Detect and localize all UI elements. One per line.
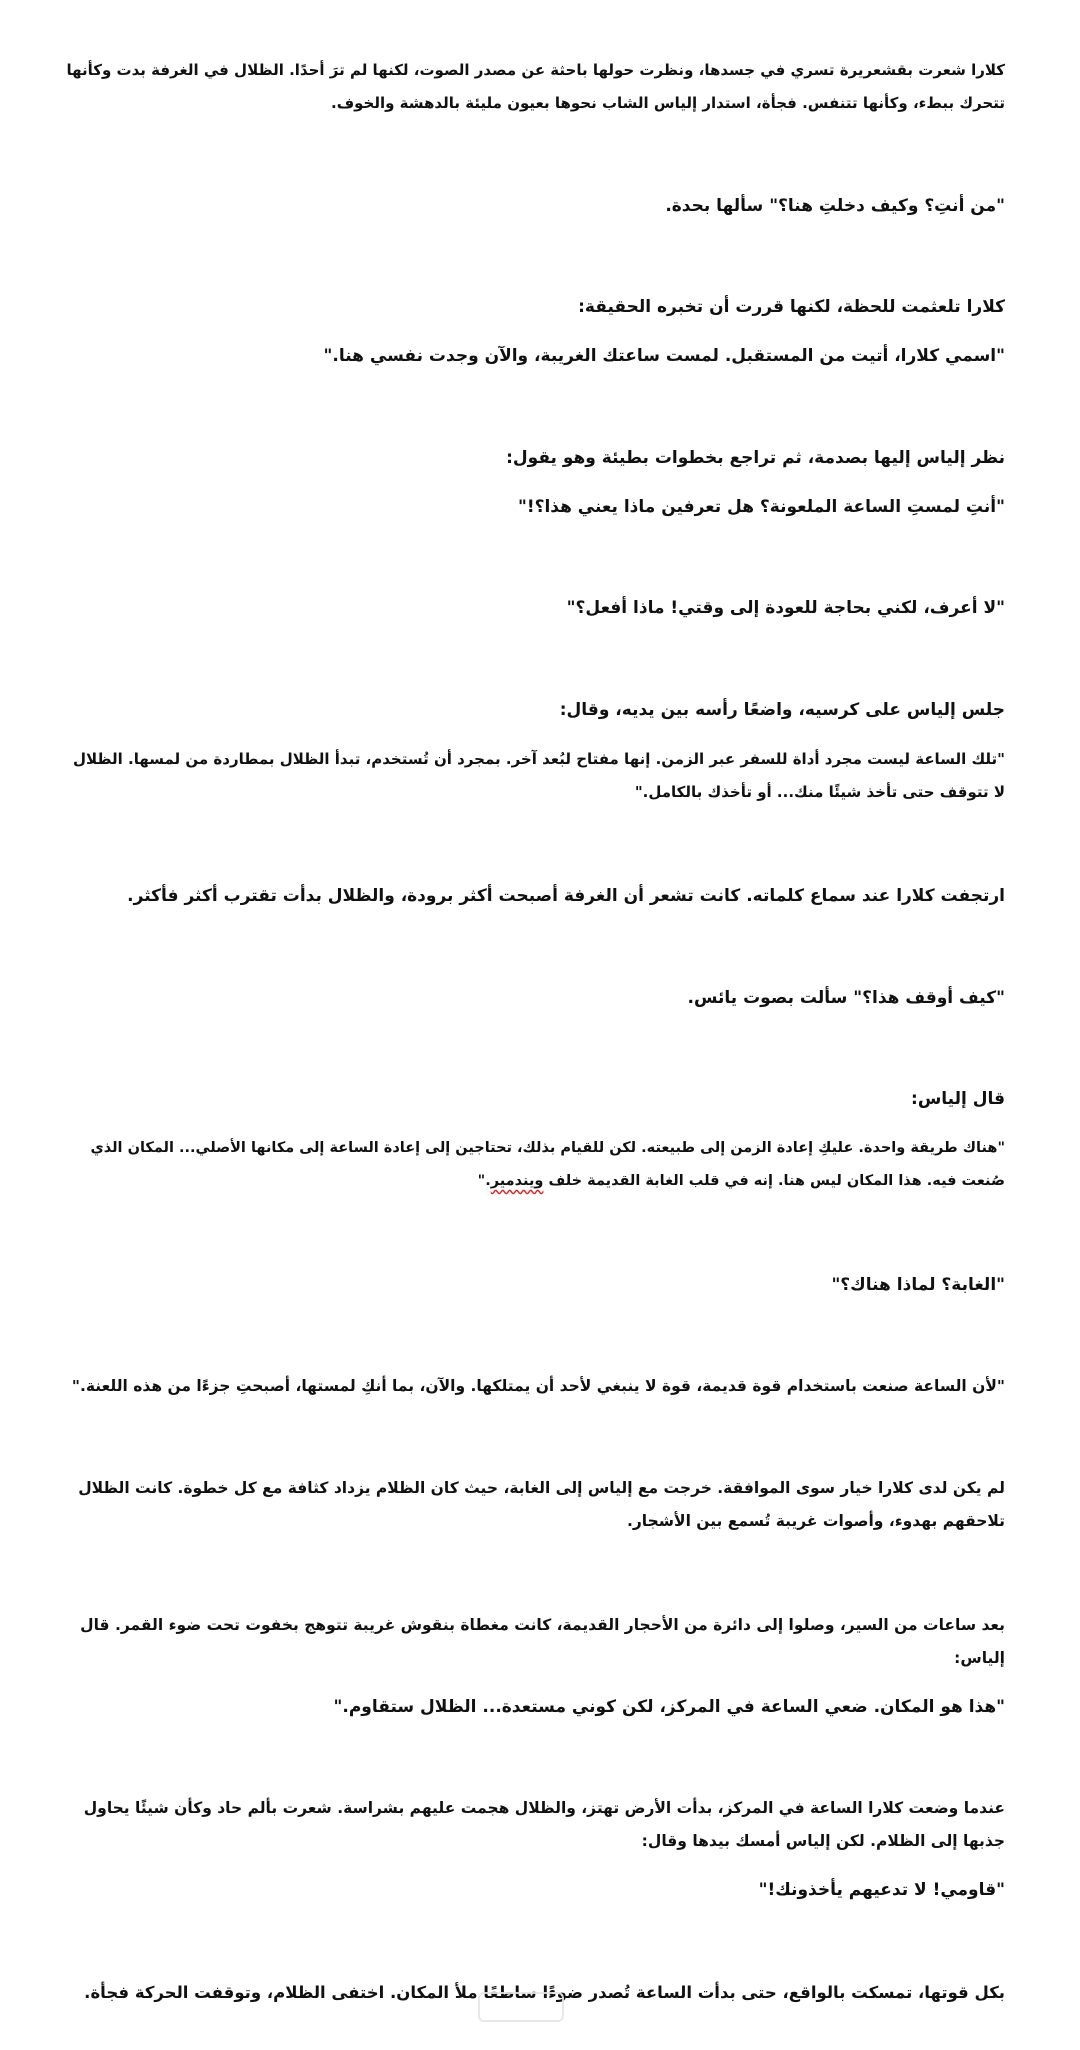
paragraph-16: لم يكن لدى كلارا خيار سوى الموافقة. خرجت مع إلياس إلى الغابة، حيث كان الظلام يزداد كثافة مع كل خطوة. كانت الظلال تلاحقهم بهدوء، وأصوات غريبة تُسمع بين الأشجار. bbox=[78, 1479, 1005, 1530]
watermark-logo bbox=[478, 1992, 564, 2022]
paragraph-11: "كيف أوقف هذا؟" سألت بصوت يائس. bbox=[687, 988, 1005, 1008]
paragraph-6: "أنتِ لمستِ الساعة الملعونة؟ هل تعرفين ماذا يعني هذا؟!" bbox=[517, 497, 1005, 517]
paragraph-9: "تلك الساعة ليست مجرد أداة للسفر عبر الزمن. إنها مفتاح لبُعد آخر. بمجرد أن تُستخدم، تبدأ الظلال بمطاردة من لمسها. الظلال لا تتوقف حتى تأخذ شيئًا منك... أو تأخذك بالكامل." bbox=[72, 750, 1005, 801]
paragraph-5: نظر إلياس إليها بصدمة، ثم تراجع بخطوات بطيئة وهو يقول: bbox=[506, 448, 1005, 468]
paragraph-18: "هذا هو المكان. ضعي الساعة في المركز، لكن كوني مستعدة... الظلال ستقاوم." bbox=[333, 1697, 1005, 1717]
paragraph-17: بعد ساعات من السير، وصلوا إلى دائرة من الأحجار القديمة، كانت مغطاة بنقوش غريبة تتوهج بخفوت تحت ضوء القمر. قال إلياس: bbox=[80, 1616, 1005, 1667]
paragraph-4: "اسمي كلارا، أتيت من المستقبل. لمست ساعتك الغريبة، والآن وجدت نفسي هنا." bbox=[323, 346, 1005, 366]
paragraph-2: "من أنتِ؟ وكيف دخلتِ هنا؟" سألها بحدة. bbox=[665, 196, 1005, 216]
paragraph-20: "قاومي! لا تدعيهم يأخذونك!" bbox=[758, 1880, 1005, 1900]
paragraph-12: قال إلياس: bbox=[911, 1089, 1005, 1109]
paragraph-8: جلس إلياس على كرسيه، واضعًا رأسه بين يديه، وقال: bbox=[559, 700, 1005, 720]
paragraph-21: بكل قوتها، تمسكت بالواقع، حتى بدأت الساعة تُصدر ضوءًا ساطعًا ملأ المكان. اختفى الظلام، وتوقفت الحركة فجأة. bbox=[84, 1983, 1005, 2002]
paragraph-13: "هناك طريقة واحدة. عليكِ إعادة الزمن إلى طبيعته. لكن للقيام بذلك، تحتاجين إلى إعادة الساعة إلى مكانها الأصلي... المكان الذي صُنعت فيه. هذا المكان ليس هنا. إنه في قلب الغابة القديمة خلف ويندمير." bbox=[90, 1140, 1005, 1189]
paragraph-14: "الغابة؟ لماذا هناك؟" bbox=[831, 1275, 1005, 1295]
paragraph-10: ارتجفت كلارا عند سماع كلماته. كانت تشعر أن الغرفة أصبحت أكثر برودة، والظلال بدأت تقترب أكثر فأكثر. bbox=[127, 886, 1005, 906]
paragraph-7: "لا أعرف، لكني بحاجة للعودة إلى وقتي! ماذا أفعل؟" bbox=[566, 598, 1005, 618]
misspelled-word: ويندمير bbox=[490, 1173, 544, 1189]
paragraph-15: "لأن الساعة صنعت باستخدام قوة قديمة، قوة لا ينبغي لأحد أن يمتلكها. والآن، بما أنكِ لمستها، أصبحتِ جزءًا من هذه اللعنة." bbox=[71, 1377, 1005, 1395]
paragraph-19: عندما وضعت كلارا الساعة في المركز، بدأت الأرض تهتز، والظلال هجمت عليهم بشراسة. شعرت بألم حاد وكأن شيئًا يحاول جذبها إلى الظلام. لكن إلياس أمسك بيدها وقال: bbox=[83, 1799, 1005, 1850]
paragraph-3: كلارا تلعثمت للحظة، لكنها قررت أن تخبره الحقيقة: bbox=[578, 297, 1005, 317]
paragraph-1: كلارا شعرت بقشعريرة تسري في جسدها، ونظرت حولها باحثة عن مصدر الصوت، لكنها لم ترَ أحدًا. الظلال في الغرفة بدت وكأنها تتحرك ببطء، وكأنها تتنفس. فجأة، استدار إلياس الشاب نحوها بعيون مليئة بالدهشة والخوف. bbox=[66, 61, 1005, 112]
